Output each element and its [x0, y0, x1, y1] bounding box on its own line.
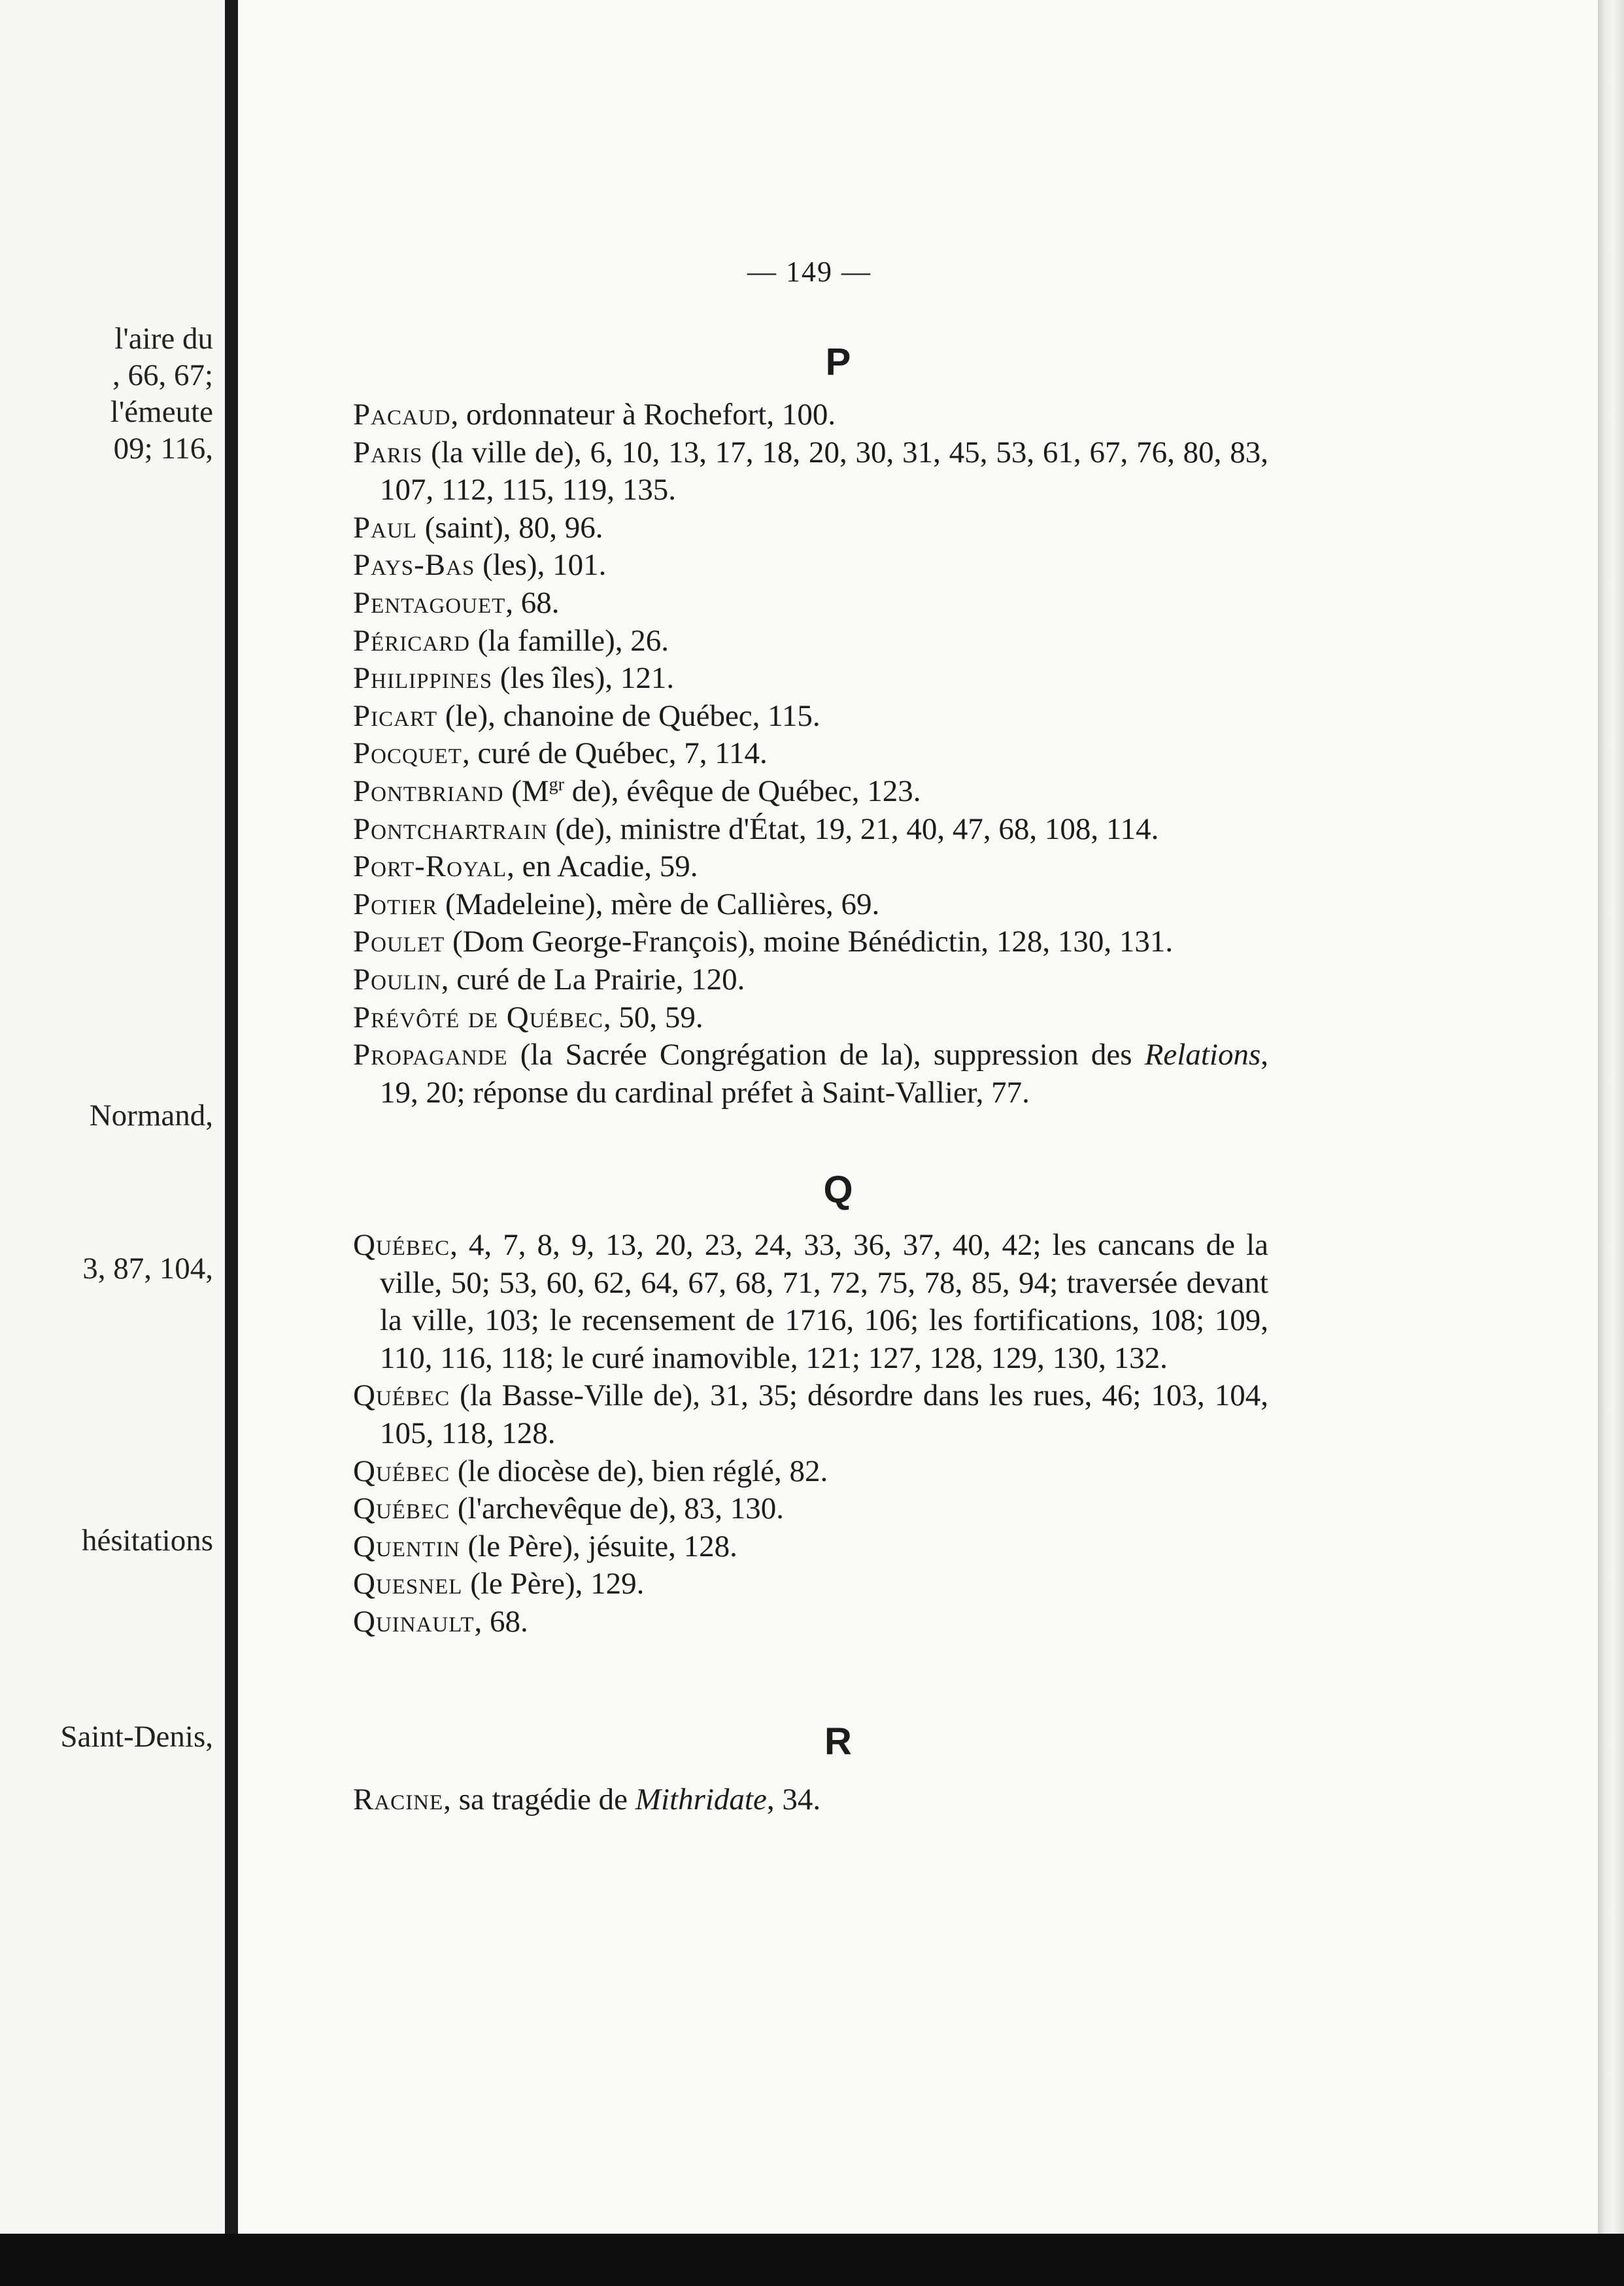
entry-headword: Quinault — [353, 1604, 475, 1639]
left-page-line: 3, 87, 104, — [82, 1252, 213, 1286]
index-entry: Quentin (le Père), jésuite, 128. — [353, 1529, 737, 1563]
entry-headword: Poulet — [353, 925, 445, 959]
index-entry: Paris (la ville de), 6, 10, 13, 17, 18, 20, 30, 31, 45, 53, 61, 67, 76, 80, 83, 107, 112, 115, 119, 135. — [353, 435, 1268, 507]
scan-bottom-border — [0, 2234, 1624, 2286]
section-letter-p: P — [825, 341, 851, 383]
entry-headword: Pentagouet — [353, 585, 506, 620]
entry-headword: Potier — [353, 887, 438, 921]
index-entry: Québec, 4, 7, 8, 9, 13, 20, 23, 24, 33, 36, 37, 40, 42; les cancans de la ville, 50; 53, 60, 62, 64, 67, 68, 71, 72, 75, 78, 85, 94; traversée devant la ville, 103; le recensement de 1716, 106; les fortifications, 108; 109, 110, 116, 118; le curé inamovible, 121; 127, 128, 129, 130, 132. — [353, 1228, 1268, 1375]
page-number: — 149 — — [747, 256, 871, 288]
index-entry: Pontbriand ($M^{gr}$ de), évêque de Québec, 123. — [353, 774, 921, 808]
index-entry: Pocquet, curé de Québec, 7, 114. — [353, 736, 768, 771]
entry-headword: Picart — [353, 698, 438, 733]
index-entry: Québec (la Basse-Ville de), 31, 35; désordre dans les rues, 46; 103, 104, 105, 118, 128. — [353, 1378, 1268, 1450]
entry-headword: Pontbriand — [353, 774, 504, 808]
left-page-line: l'émeute — [110, 395, 213, 429]
entry-headword: Québec — [353, 1492, 450, 1526]
index-entry: Picart (le), chanoine de Québec, 115. — [353, 698, 820, 733]
index-entry: Paul (saint), 80, 96. — [353, 510, 603, 545]
entry-headword: Port-Royal — [353, 849, 507, 884]
left-page-line: Saint-Denis, — [60, 1720, 213, 1754]
entry-headword: Paris — [353, 435, 423, 469]
index-page — [238, 0, 1598, 2234]
left-page-line: hésitations — [81, 1524, 213, 1558]
left-page-line: 09; 116, — [113, 432, 213, 466]
entry-headword: Pocquet — [353, 736, 462, 771]
index-entry: Péricard (la famille), 26. — [353, 623, 669, 658]
index-entry: Racine, sa tragédie de Mithridate, 34. — [353, 1783, 821, 1817]
index-entry: Propagande (la Sacrée Congrégation de la), suppression des Relations, 19, 20; réponse du cardinal préfet à Saint-Vallier, 77. — [353, 1038, 1268, 1110]
section-q-entries — [353, 1227, 1268, 1641]
index-entry: Poulin, curé de La Prairie, 120. — [353, 962, 745, 997]
index-entry: Poulet (Dom George-François), moine Bénédictin, 128, 130, 131. — [353, 925, 1174, 959]
index-entry: Québec (l'archevêque de), 83, 130. — [353, 1492, 785, 1526]
section-letter-r: R — [824, 1720, 852, 1763]
entry-headword: Propagande — [353, 1038, 508, 1072]
index-entry: Philippines (les îles), 121. — [353, 661, 675, 696]
index-entry: Pacaud, ordonnateur à Rochefort, 100. — [353, 398, 836, 432]
index-entry: Pays-Bas (les), 101. — [353, 548, 607, 583]
page-edge — [1598, 0, 1624, 2234]
index-entry: Quinault, 68. — [353, 1604, 528, 1639]
left-facing-page — [0, 0, 225, 2234]
entry-headword: Pacaud — [353, 398, 451, 432]
left-page-line: , 66, 67; — [112, 358, 213, 392]
entry-headword: Québec — [353, 1378, 450, 1413]
entry-headword: Racine — [353, 1783, 444, 1817]
index-entry: Potier (Madeleine), mère de Callières, 69. — [353, 887, 880, 921]
left-page-line: l'aire du — [114, 322, 213, 356]
index-entry: Quesnel (le Père), 129. — [353, 1567, 645, 1601]
left-page-line: Normand, — [89, 1099, 213, 1133]
entry-headword: Prévôté de Québec — [353, 1000, 603, 1034]
entry-headword: Pontchartrain — [353, 811, 548, 846]
entry-headword: Québec — [353, 1454, 450, 1488]
index-entry: Pontchartrain (de), ministre d'État, 19, 21, 40, 47, 68, 108, 114. — [353, 811, 1159, 846]
section-p-entries — [353, 396, 1268, 1112]
index-entry: Port-Royal, en Acadie, 59. — [353, 849, 698, 884]
entry-headword: Quentin — [353, 1529, 460, 1563]
entry-headword: Quesnel — [353, 1567, 463, 1601]
index-entry: Prévôté de Québec, 50, 59. — [353, 1000, 703, 1034]
entry-headword: Québec — [353, 1228, 450, 1262]
section-r-entries — [353, 1781, 1268, 1819]
entry-headword: Philippines — [353, 661, 493, 696]
index-entry: Pentagouet, 68. — [353, 585, 560, 620]
entry-headword: Pays-Bas — [353, 548, 475, 583]
entry-headword: Paul — [353, 510, 417, 545]
book-spine-gutter — [225, 0, 238, 2234]
entry-headword: Péricard — [353, 623, 470, 658]
index-entry: Québec (le diocèse de), bien réglé, 82. — [353, 1454, 828, 1488]
section-letter-q: Q — [823, 1169, 853, 1211]
entry-headword: Poulin — [353, 962, 441, 997]
